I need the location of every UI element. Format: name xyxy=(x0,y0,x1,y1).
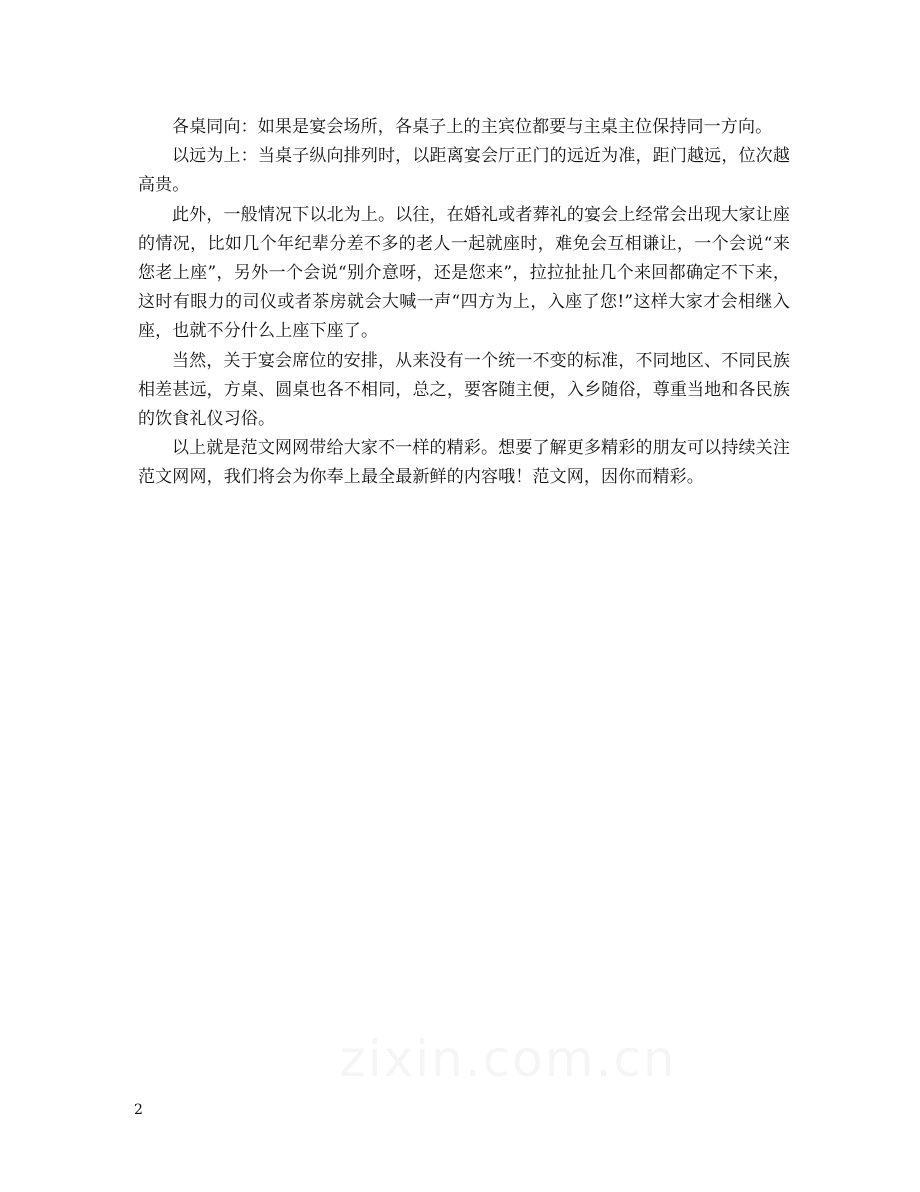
paragraph-far-is-superior: 以远为上：当桌子纵向排列时，以距离宴会厅正门的远近为准，距门越远，位次越高贵。 xyxy=(138,146,790,196)
paragraph-no-unified-standard: 当然，关于宴会席位的安排，从来没有一个统一不变的标准，不同地区、不同民族相差甚远，方桌、圆桌也各不相同，总之，要客随主便，入乡随俗，尊重当地和各民族的饮食礼仪习俗。 xyxy=(138,350,790,430)
watermark xyxy=(318,1030,698,1088)
page-number: 2 xyxy=(134,1102,143,1118)
paragraph-north-is-superior: 此外，一般情况下以北为上。以往，在婚礼或者葬礼的宴会上经常会出现大家让座的情况，比如几个年纪辈分差不多的老人一起就座时，难免会互相谦让，一个会说“来您老上座”，另外一个会说“别介意呀，还是您来”，拉拉扯扯几个来回都确定不下来，这时有眼力的司仪或者茶房就会大喊一声“四方为上，入座了您!”这样大家才会相继入座，也就不分什么上座下座了。 xyxy=(138,204,790,342)
paragraph-same-direction: 各桌同向：如果是宴会场所，各桌子上的主宾位都要与主桌主位保持同一方向。 xyxy=(172,117,773,137)
paragraph-closing-note: 以上就是范文网网带给大家不一样的精彩。想要了解更多精彩的朋友可以持续关注范文网网，我们将会为你奉上最全最新鲜的内容哦！范文网，因你而精彩。 xyxy=(138,438,790,488)
document-body xyxy=(138,113,790,493)
